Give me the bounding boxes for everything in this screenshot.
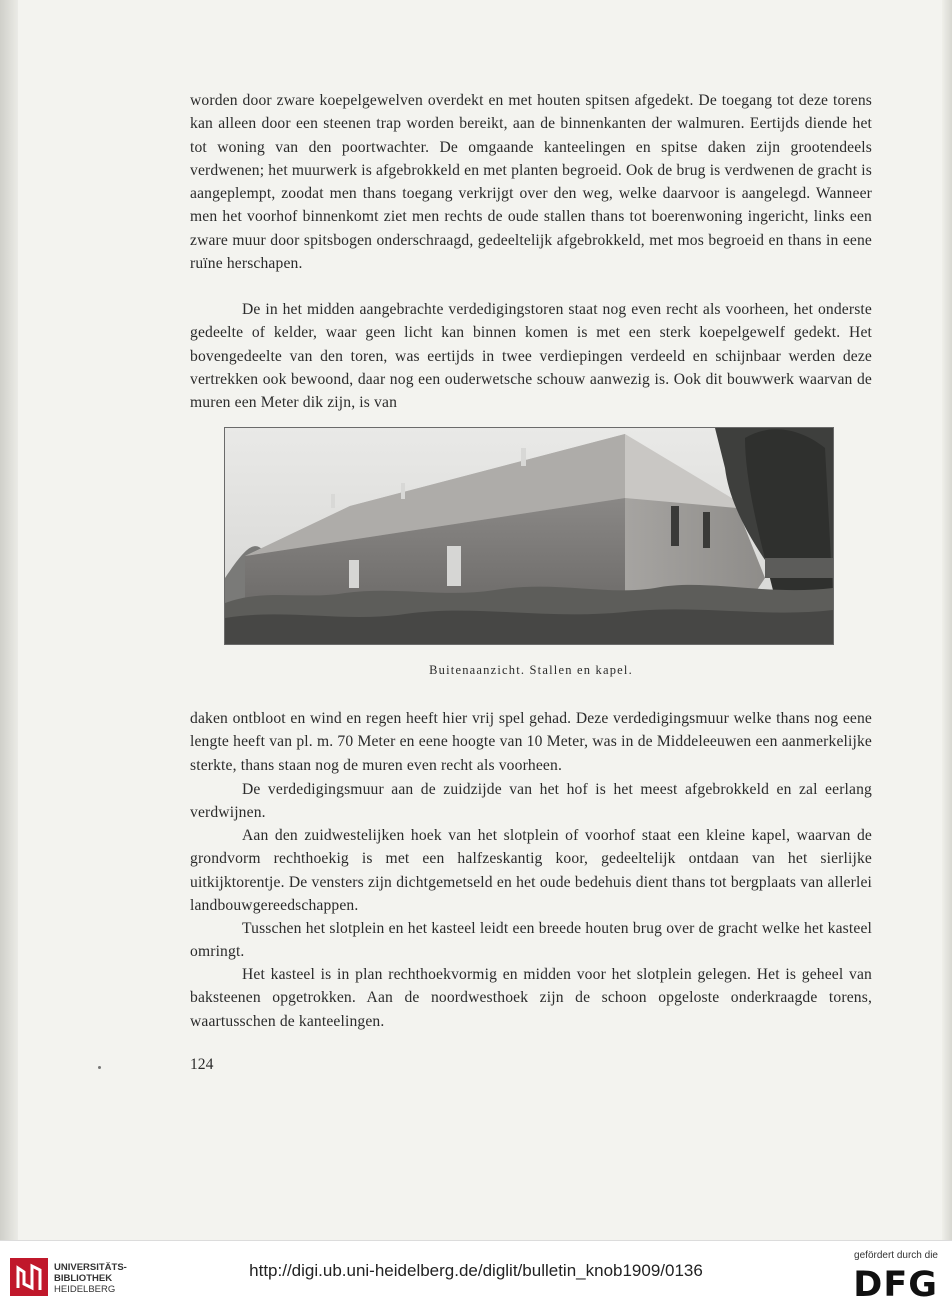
library-name-line-3: HEIDELBERG <box>54 1284 116 1295</box>
paragraph-6: Tusschen het slotplein en het kasteel leidt een breede houten brug over de gracht welke het kasteel omringt. <box>190 920 872 961</box>
paragraph-7: Het kasteel is in plan rechthoekvormig en midden voor het slotplein gelegen. Het is geheel van baksteenen opgetrokken. Aan de noordwesthoek zijn de schoon opgeloste onderkraagde torens, waartusschen de kanteelingen. <box>190 966 872 1030</box>
paragraph-1: worden door zware koepelgewelven overdekt en met houten spitsen afgedekt. De toegang tot deze torens kan alleen door een steenen trap worden bereikt, aan de binnenkanten der walmuren. Eertijds diende het tot woning van den poortwachter. De omgaande kanteelingen en spitse daken zijn grootendeels verdwenen; het muurwerk is afgebrokkeld en met planten begroeid. Ook de brug is verdwenen de gracht is aangeplempt, zoodat men thans toegang verkrijgt over den weg, welke daarvoor is aangelegd. Wanneer men het voorhof binnenkomt ziet men rechts de oude stallen thans tot boerenwoning ingericht, links een zware muur door spitsbogen onderschraagd, gedeeltelijk afgebrokkeld, met mos begroeid en thans in eene ruïne herschapen. <box>190 92 872 273</box>
paragraph-3: daken ontbloot en wind en regen heeft hier vrij spel gehad. Deze verdedigingsmuur welke thans nog eene lengte heeft van pl. m. 70 Meter en eene hoogte van 10 Meter, was in de Middeleeuwen een aanmerkelijke sterkte, thans staan nog de muren even recht als voorheen. <box>190 710 872 774</box>
stables-building-image <box>225 428 833 644</box>
page-edge-shadow <box>942 0 952 1240</box>
dfg-logo[interactable]: DFG <box>853 1265 938 1305</box>
page-number: 124 <box>190 1056 214 1073</box>
photo-caption: Buitenaanzicht. Stallen en kapel. <box>429 663 633 677</box>
photo-stables-chapel <box>224 427 834 645</box>
library-name-line-1: UNIVERSITÄTS- <box>54 1262 127 1273</box>
paragraph-2: De in het midden aangebrachte verdedigingstoren staat nog even recht als voorheen, het onderste gedeelte of kelder, waar geen licht kan binnen komen is met een sterk koepelgewelf gedekt. Het bovengedeelte van den toren, was eertijds in twee verdiepingen verdeeld en schijnbaar werden deze vertrekken ook bewoond, daar nog een ouderwetsche schouw aanwezig is. Ook dit bouwwerk waarvan de muren een Meter dik zijn, is van <box>190 301 872 412</box>
paragraph-4: De verdedigingsmuur aan de zuidzijde van het hof is het meest afgebrokkeld en zal eerlang verdwijnen. <box>190 781 872 822</box>
funded-by-label: gefördert durch die <box>854 1250 938 1261</box>
library-name-line-2: BIBLIOTHEK <box>54 1273 113 1284</box>
paragraph-5: Aan den zuidwestelijken hoek van het slotplein of voorhof staat een kleine kapel, waarvan de grondvorm rechthoekig is met een halfzeskantig koor, gedeeltelijk ontdaan van het sierlijke uitkijktorentje. De vensters zijn dichtgemetseld en het oude bedehuis dient thans tot bergplaats van allerlei landbouwgereedschappen. <box>190 827 872 914</box>
digitization-footer <box>0 1240 952 1312</box>
margin-speck <box>98 1066 101 1069</box>
page-binding-shadow <box>0 0 18 1240</box>
source-url-link[interactable]: http://digi.ub.uni-heidelberg.de/diglit/bulletin_knob1909/0136 <box>249 1261 703 1280</box>
